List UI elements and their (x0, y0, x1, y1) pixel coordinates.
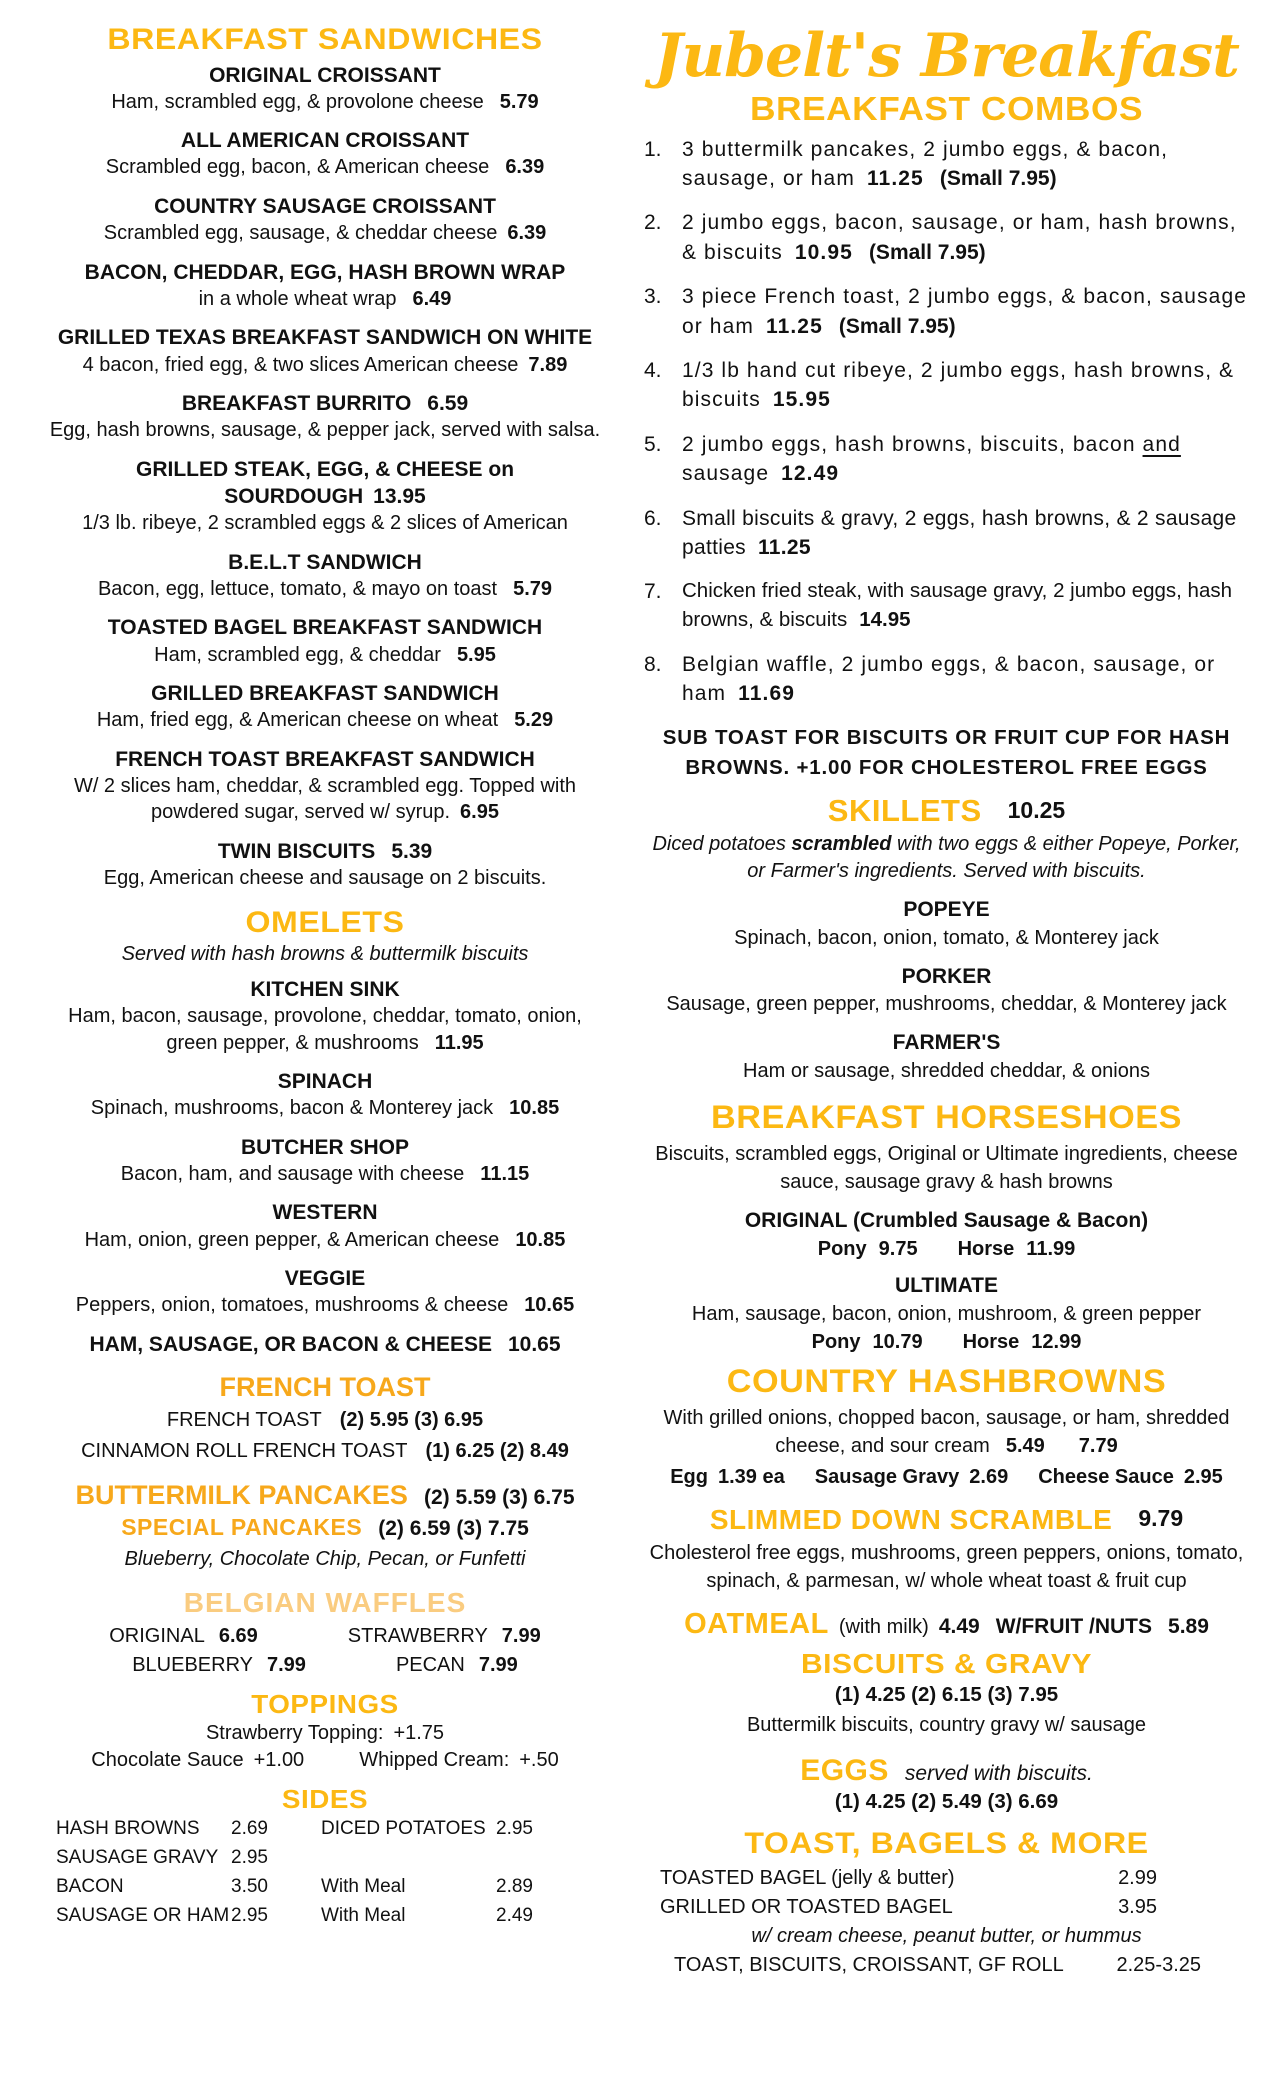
combos-note: SUB TOAST FOR BISCUITS OR FRUIT CUP FOR HASH BROWNS. +1.00 FOR CHOLESTEROL FREE EGGS (662, 726, 1231, 780)
menu-item (40, 62, 610, 116)
section-title-biscuits-gravy: BISCUITS & GRAVY (800, 1648, 1092, 1680)
combo-small-price: (Small 7.95) (868, 240, 986, 264)
menu-item-name: SPINACH (277, 1070, 373, 1094)
combo-item (644, 650, 1249, 709)
oatmeal-price: 4.49 (938, 1614, 980, 1638)
menu-item (40, 1068, 610, 1122)
waffles-row (40, 1625, 610, 1648)
menu-item-name: B.E.L.T SANDWICH (228, 550, 422, 574)
menu-item (40, 324, 610, 378)
menu-item-desc (40, 707, 610, 733)
menu-item-name: GRILLED BREAKFAST SANDWICH (151, 681, 499, 705)
combo-price: 11.25 (866, 167, 924, 191)
addon-label: Sausage Gravy (814, 1466, 960, 1489)
menu-item-desc (40, 1227, 610, 1253)
menu-item (40, 193, 610, 247)
skillets-desc-post: with two eggs & either Popeye, Porker, or Farmer's ingredients. Served with biscuits. (747, 833, 1241, 883)
menu-item (40, 127, 610, 181)
oatmeal-fruit-label: W/FRUIT /NUTS (995, 1614, 1153, 1638)
menu-item-name (40, 1331, 610, 1358)
section-title-toast-bagels-more: TOAST, BAGELS & MORE (744, 1827, 1149, 1861)
item-price: 7.99 (501, 1625, 541, 1648)
item-name: FARMER'S (892, 1031, 1001, 1055)
menu-item-price: 6.59 (427, 391, 469, 415)
combo-text (682, 577, 1249, 634)
item-name: TOAST, BISCUITS, CROISSANT, GF ROLL (674, 1953, 1064, 1976)
item-name: BUTTERMILK PANCAKES (75, 1480, 408, 1511)
size-price: 12.99 (1031, 1330, 1082, 1353)
horseshoe-item (644, 1207, 1249, 1261)
combo-text-main: 1/3 lb hand cut ribeye, 2 jumbo eggs, hash browns, & biscuits (682, 358, 1235, 412)
side-price: 2.95 (496, 1817, 533, 1839)
restaurant-logo: Jubelt's Breakfast (654, 21, 1239, 91)
addon-price: 2.69 (969, 1466, 1009, 1489)
menu-item-desc (40, 154, 610, 180)
menu-item-name (40, 390, 610, 417)
item-name: TOASTED BAGEL (jelly & butter) (660, 1866, 955, 1889)
scramble-header (644, 1505, 1249, 1534)
menu-item-name: GRILLED TEXAS BREAKFAST SANDWICH ON WHITE (57, 326, 593, 350)
pancakes-row (40, 1514, 610, 1542)
menu-item (40, 680, 610, 734)
menu-item-price: 6.39 (507, 222, 547, 245)
combo-number: 5. (644, 432, 662, 456)
item-desc: Ham, sausage, bacon, onion, mushroom, & green pepper (691, 1302, 1202, 1325)
menu-item-desc-text: Ham, fried egg, & American cheese on wheat (96, 709, 499, 732)
combo-small-price: (Small 7.95) (939, 167, 1057, 191)
horseshoes-desc: Biscuits, scrambled eggs, Original or Ultimate ingredients, cheese sauce, sausage gravy & hash browns (655, 1143, 1238, 1194)
item-options: (2) 5.95 (3) 6.95 (339, 1409, 484, 1432)
menu-item (40, 390, 610, 444)
item-name: ORIGINAL (109, 1625, 205, 1648)
combo-number: 2. (644, 211, 662, 235)
section-title-breakfast-horseshoes: BREAKFAST HORSESHOES (710, 1098, 1183, 1135)
menu-item-name-text: GRILLED STEAK, EGG, & CHEESE on SOURDOUGH (135, 457, 515, 508)
combo-text-main: 3 piece French toast, 2 jumbo eggs, & bacon, sausage or ham (682, 285, 1248, 338)
section-title-eggs: EGGS (800, 1753, 889, 1787)
menu-item-name: BACON, CHEDDAR, EGG, HASH BROWN WRAP (84, 260, 566, 284)
size-price: 10.79 (872, 1330, 923, 1353)
menu-item-name: VEGGIE (284, 1267, 366, 1291)
combo-number: 4. (644, 358, 662, 382)
combo-text (682, 135, 1249, 194)
menu-item-name-text: TWIN BISCUITS (217, 839, 376, 863)
menu-item-desc (40, 576, 610, 602)
toast-row (644, 1893, 1249, 1922)
menu-item-name: TOASTED BAGEL BREAKFAST SANDWICH (107, 616, 543, 640)
side-name: With Meal (321, 1875, 406, 1897)
item-name: SPECIAL PANCAKES (121, 1514, 363, 1541)
section-title-toppings: TOPPINGS (251, 1689, 399, 1720)
addon-label: Egg (670, 1466, 708, 1489)
section-title-sides: SIDES (281, 1784, 369, 1815)
skillets-desc-pre: Diced potatoes (652, 833, 792, 856)
skillet-item (644, 896, 1249, 951)
item-name: CINNAMON ROLL FRENCH TOAST (81, 1440, 408, 1463)
sides-table (40, 1818, 610, 1927)
menu-item-desc-text: Ham, onion, green pepper, & American cheese (84, 1228, 500, 1251)
skillets-desc-bold: scrambled (791, 833, 892, 856)
item-sizes (644, 1331, 1249, 1354)
item-name: ORIGINAL (Crumbled Sausage & Bacon) (744, 1209, 1149, 1233)
menu-item-desc (40, 1292, 610, 1318)
section-title-country-hashbrowns: COUNTRY HASHBROWNS (726, 1362, 1167, 1399)
skillet-item (644, 1029, 1249, 1084)
combo-number: 7. (644, 580, 662, 604)
item-name: PORKER (901, 964, 992, 988)
menu-item (40, 614, 610, 668)
menu-item (40, 456, 610, 537)
menu-item-desc-text: 4 bacon, fried egg, & two slices American cheese (82, 353, 519, 376)
topping-price: +1.00 (253, 1749, 305, 1772)
item-name: PECAN (395, 1654, 465, 1677)
eggs-options: (1) 4.25 (2) 5.49 (3) 6.69 (834, 1790, 1059, 1814)
topping-label: Whipped Cream: (359, 1749, 510, 1772)
combo-text-main: 3 buttermilk pancakes, 2 jumbo eggs, & bacon, sausage, or ham (682, 137, 1169, 191)
hashbrowns-desc-text: With grilled onions, chopped bacon, sausage, or ham, shredded cheese, and sour cream (663, 1407, 1230, 1458)
biscuits-gravy-desc: Buttermilk biscuits, country gravy w/ sausage (746, 1713, 1147, 1736)
combo-text-main: Small biscuits & gravy, 2 eggs, hash browns, & 2 sausage patties (682, 506, 1237, 559)
menu-item (40, 259, 610, 313)
menu-item (40, 976, 610, 1056)
combo-number: 8. (644, 652, 662, 676)
skillets-desc (650, 831, 1243, 885)
menu-item-name: COUNTRY SAUSAGE CROISSANT (154, 194, 496, 218)
menu-item-name: FRENCH TOAST BREAKFAST SANDWICH (115, 747, 535, 771)
combo-text (682, 356, 1249, 415)
toast-note: w/ cream cheese, peanut butter, or hummus (751, 1924, 1142, 1947)
side-name: SAUSAGE OR HAM (56, 1904, 230, 1926)
combo-text-main: Belgian waffle, 2 jumbo eggs, & bacon, sausage, or ham (682, 652, 1216, 706)
side-price: 2.95 (231, 1846, 268, 1868)
waffle-item (109, 1625, 258, 1648)
menu-item-name: ORIGINAL CROISSANT (209, 63, 441, 87)
menu-item-desc (40, 642, 610, 668)
menu-item-name (40, 838, 610, 865)
menu-item-desc (40, 352, 610, 378)
menu-item-name: ALL AMERICAN CROISSANT (180, 129, 470, 153)
menu-item-desc (40, 1095, 610, 1121)
side-name (321, 1847, 496, 1869)
item-options: (2) 5.59 (3) 6.75 (423, 1486, 575, 1510)
omelets-subtitle: Served with hash browns & buttermilk biscuits (121, 942, 529, 965)
combo-item (644, 282, 1249, 341)
combo-text-tail: sausage (682, 462, 770, 486)
section-title-french-toast: FRENCH TOAST (219, 1372, 431, 1403)
section-title-skillets: SKILLETS (827, 792, 982, 828)
toast-row (644, 1864, 1249, 1893)
menu-item-desc (40, 773, 610, 826)
toppings-line (40, 1749, 610, 1772)
combo-text-main: Chicken fried steak, with sausage gravy, 2 jumbo eggs, hash browns, & biscuits (682, 579, 1232, 632)
menu-item-desc-text: Ham, bacon, sausage, provolone, cheddar, tomato, onion, green pepper, & mushrooms (68, 1005, 582, 1054)
section-title-breakfast-sandwiches: BREAKFAST SANDWICHES (107, 23, 543, 56)
item-price: 7.99 (478, 1654, 518, 1677)
hashbrowns-desc (646, 1404, 1247, 1460)
menu-item-desc-text: Peppers, onion, tomatoes, mushrooms & cheese (75, 1294, 509, 1317)
menu-item-price: 5.39 (391, 839, 433, 863)
item-name: FRENCH TOAST (166, 1409, 322, 1432)
waffle-item (132, 1654, 306, 1677)
menu-item (40, 1134, 610, 1188)
item-name: POPEYE (903, 898, 990, 922)
combo-text-main: 2 jumbo eggs, bacon, sausage, or ham, hash browns, & biscuits (682, 211, 1237, 264)
menu-item-desc-text: Ham, scrambled egg, & provolone cheese (111, 90, 484, 113)
menu-item-desc (40, 286, 610, 312)
menu-item-name: BUTCHER SHOP (240, 1135, 409, 1159)
menu-item-desc: Egg, hash browns, sausage, & pepper jack, served with salsa. (49, 419, 601, 442)
menu-item (40, 746, 610, 826)
eggs-subtitle: served with biscuits. (904, 1761, 1093, 1785)
menu-item-desc-text: W/ 2 slices ham, cheddar, & scrambled egg. Topped with powdered sugar, served w/ syrup. (73, 774, 577, 824)
menu-item-price: 10.85 (515, 1228, 566, 1251)
pancakes-note: Blueberry, Chocolate Chip, Pecan, or Funfetti (124, 1548, 526, 1571)
eggs-header (644, 1755, 1249, 1787)
menu-item-name: KITCHEN SINK (250, 977, 400, 1001)
hashbrowns-price-small: 5.49 (1005, 1435, 1045, 1458)
size-label: Horse (962, 1330, 1020, 1353)
combo-small-price: (Small 7.95) (838, 314, 956, 338)
left-column (40, 24, 610, 1980)
menu-item-price: 10.85 (509, 1097, 560, 1120)
topping-label: Strawberry Topping: (205, 1722, 384, 1745)
toppings-line (40, 1722, 610, 1745)
combo-price: 10.95 (794, 240, 853, 264)
section-title-breakfast-combos: BREAKFAST COMBOS (749, 90, 1144, 127)
menu-item-desc: 1/3 lb. ribeye, 2 scrambled eggs & 2 slices of American (82, 512, 568, 535)
menu-item-price: 13.95 (373, 484, 426, 508)
menu-item-price: 6.95 (460, 801, 499, 824)
combo-price: 12.49 (781, 462, 840, 486)
section-title-slimmed-down-scramble: SLIMMED DOWN SCRAMBLE (709, 1504, 1113, 1536)
combo-text (682, 208, 1249, 267)
menu-item-desc-text: Scrambled egg, bacon, & American cheese (105, 156, 490, 179)
section-title-oatmeal: OATMEAL (684, 1607, 829, 1640)
combo-text (682, 650, 1249, 709)
side-name: With Meal (321, 1904, 406, 1926)
item-desc: Sausage, green pepper, mushrooms, cheddar, & Monterey jack (666, 993, 1227, 1016)
item-name: BLUEBERRY (132, 1654, 253, 1677)
combo-text-main: 2 jumbo eggs, hash browns, biscuits, bacon (682, 432, 1143, 456)
topping-price: +.50 (519, 1749, 559, 1772)
item-price: 2.99 (1118, 1866, 1157, 1889)
item-price: 6.69 (218, 1625, 258, 1648)
pancakes-row (40, 1479, 610, 1511)
skillets-price: 10.25 (1007, 796, 1066, 823)
menu-item-price: 5.79 (513, 577, 553, 600)
menu-item-name (40, 456, 610, 511)
menu-item-price: 11.15 (480, 1163, 530, 1185)
combo-number: 1. (644, 137, 662, 161)
menu-item-desc-text: Spinach, mushrooms, bacon & Monterey jack (90, 1097, 494, 1120)
french-toast-row (40, 1407, 610, 1434)
size-price: 9.75 (878, 1238, 918, 1261)
side-price: 2.95 (231, 1904, 268, 1926)
size-label: Pony (811, 1330, 861, 1353)
combo-price: 11.25 (757, 535, 811, 559)
french-toast-row (40, 1438, 610, 1465)
menu-item-desc-text: Ham, scrambled egg, & cheddar (154, 643, 441, 666)
combo-number: 3. (644, 285, 662, 309)
menu-item-price: 10.65 (524, 1294, 575, 1317)
skillets-header (644, 792, 1249, 828)
skillet-item (644, 963, 1249, 1018)
menu-item-name-text: BREAKFAST BURRITO (181, 391, 412, 415)
menu-item-desc-text: Bacon, ham, and sausage with cheese (120, 1163, 465, 1185)
item-desc: Spinach, bacon, onion, tomato, & Monterey jack (734, 926, 1159, 949)
combo-price: 11.25 (765, 314, 823, 338)
item-desc: Ham or sausage, shredded cheddar, & onions (743, 1059, 1150, 1082)
addon-label: Cheese Sauce (1038, 1466, 1174, 1489)
menu-item-desc-text: Scrambled egg, sausage, & cheddar cheese (103, 222, 498, 245)
item-price: 2.25-3.25 (1116, 1953, 1201, 1976)
menu-item (40, 549, 610, 603)
topping-label: Chocolate Sauce (91, 1749, 244, 1772)
topping-price: +1.75 (393, 1722, 445, 1745)
combo-price: 14.95 (859, 608, 911, 632)
side-name: BACON (56, 1875, 124, 1897)
scramble-price: 9.79 (1138, 1505, 1184, 1532)
menu-item-price: 10.65 (507, 1332, 561, 1356)
combo-item (644, 208, 1249, 267)
menu-item-name: WESTERN (272, 1201, 378, 1225)
menu-item-price: 5.95 (456, 643, 496, 666)
side-price: 2.89 (496, 1875, 533, 1897)
combo-item (644, 430, 1249, 489)
item-price: 3.95 (1118, 1895, 1157, 1918)
waffle-item (348, 1625, 541, 1648)
combo-number: 6. (644, 506, 662, 530)
combo-price: 15.95 (772, 388, 831, 412)
right-column (644, 21, 1249, 1980)
section-title-omelets: OMELETS (245, 906, 405, 940)
menu-item-price: 6.39 (505, 156, 545, 179)
menu-item-price: 11.95 (434, 1031, 484, 1054)
side-name: SAUSAGE GRAVY (56, 1846, 219, 1868)
combo-text (682, 282, 1249, 341)
combo-item (644, 356, 1249, 415)
combo-item (644, 135, 1249, 194)
horseshoe-item (644, 1272, 1249, 1353)
addon-price: 1.39 ea (718, 1466, 785, 1489)
item-name: STRAWBERRY (347, 1625, 488, 1648)
menu-item (40, 1331, 610, 1358)
combo-text (682, 430, 1249, 489)
item-options: (2) 6.59 (3) 7.75 (378, 1517, 529, 1541)
side-name: DICED POTATOES (321, 1817, 486, 1839)
waffles-row (40, 1654, 610, 1677)
size-price: 11.99 (1026, 1238, 1076, 1261)
menu-item-desc (40, 1161, 610, 1187)
biscuits-gravy-options: (1) 4.25 (2) 6.15 (3) 7.95 (834, 1682, 1059, 1706)
side-price: 3.50 (231, 1875, 268, 1897)
combo-item (644, 577, 1249, 634)
menu-item-price: 5.29 (514, 709, 554, 732)
scramble-desc: Cholesterol free eggs, mushrooms, green peppers, onions, tomato, spinach, & parmesan, w/ whole wheat toast & fruit cup (649, 1541, 1244, 1592)
size-label: Horse (957, 1238, 1015, 1261)
side-price (496, 1847, 586, 1869)
size-label: Pony (817, 1238, 867, 1261)
item-name: GRILLED OR TOASTED BAGEL (660, 1895, 953, 1918)
menu-item-desc-text: Bacon, egg, lettuce, tomato, & mayo on toast (97, 577, 498, 600)
menu-item-price: 5.79 (499, 90, 539, 113)
section-title-belgian-waffles: BELGIAN WAFFLES (183, 1587, 467, 1619)
combo-price: 11.69 (738, 682, 796, 706)
menu-item-desc: Egg, American cheese and sausage on 2 biscuits. (103, 867, 547, 890)
menu-item (40, 838, 610, 892)
waffle-item (396, 1654, 518, 1677)
menu-item-price: 7.89 (528, 353, 568, 376)
hashbrowns-addons (644, 1466, 1249, 1489)
addon-price: 2.95 (1183, 1466, 1223, 1489)
menu-item-desc (40, 220, 610, 246)
toast-row (644, 1951, 1249, 1980)
menu-item-desc-text: in a whole wheat wrap (198, 287, 397, 310)
menu-item-desc (40, 1003, 610, 1056)
item-name: ULTIMATE (894, 1274, 999, 1298)
menu-item (40, 1199, 610, 1253)
menu-item-price: 6.49 (412, 287, 452, 310)
menu-item-desc (40, 89, 610, 115)
menu-item (40, 1265, 610, 1319)
oatmeal-line (644, 1609, 1249, 1639)
item-price: 7.99 (267, 1654, 306, 1677)
side-name: HASH BROWNS (56, 1817, 200, 1839)
menu-item-name-text: HAM, SAUSAGE, OR BACON & CHEESE (89, 1332, 492, 1356)
combo-item (644, 504, 1249, 563)
oatmeal-qualifier: (with milk) (838, 1615, 929, 1638)
combo-text (682, 504, 1249, 563)
combos-list (644, 135, 1249, 709)
side-price: 2.69 (231, 1817, 268, 1839)
combo-text-underlined: and (1142, 432, 1181, 456)
oatmeal-fruit-price: 5.89 (1168, 1614, 1209, 1638)
hashbrowns-price-large: 7.79 (1078, 1435, 1118, 1458)
item-options: (1) 6.25 (2) 8.49 (425, 1440, 569, 1463)
item-sizes (644, 1238, 1249, 1261)
side-price: 2.49 (496, 1904, 533, 1926)
